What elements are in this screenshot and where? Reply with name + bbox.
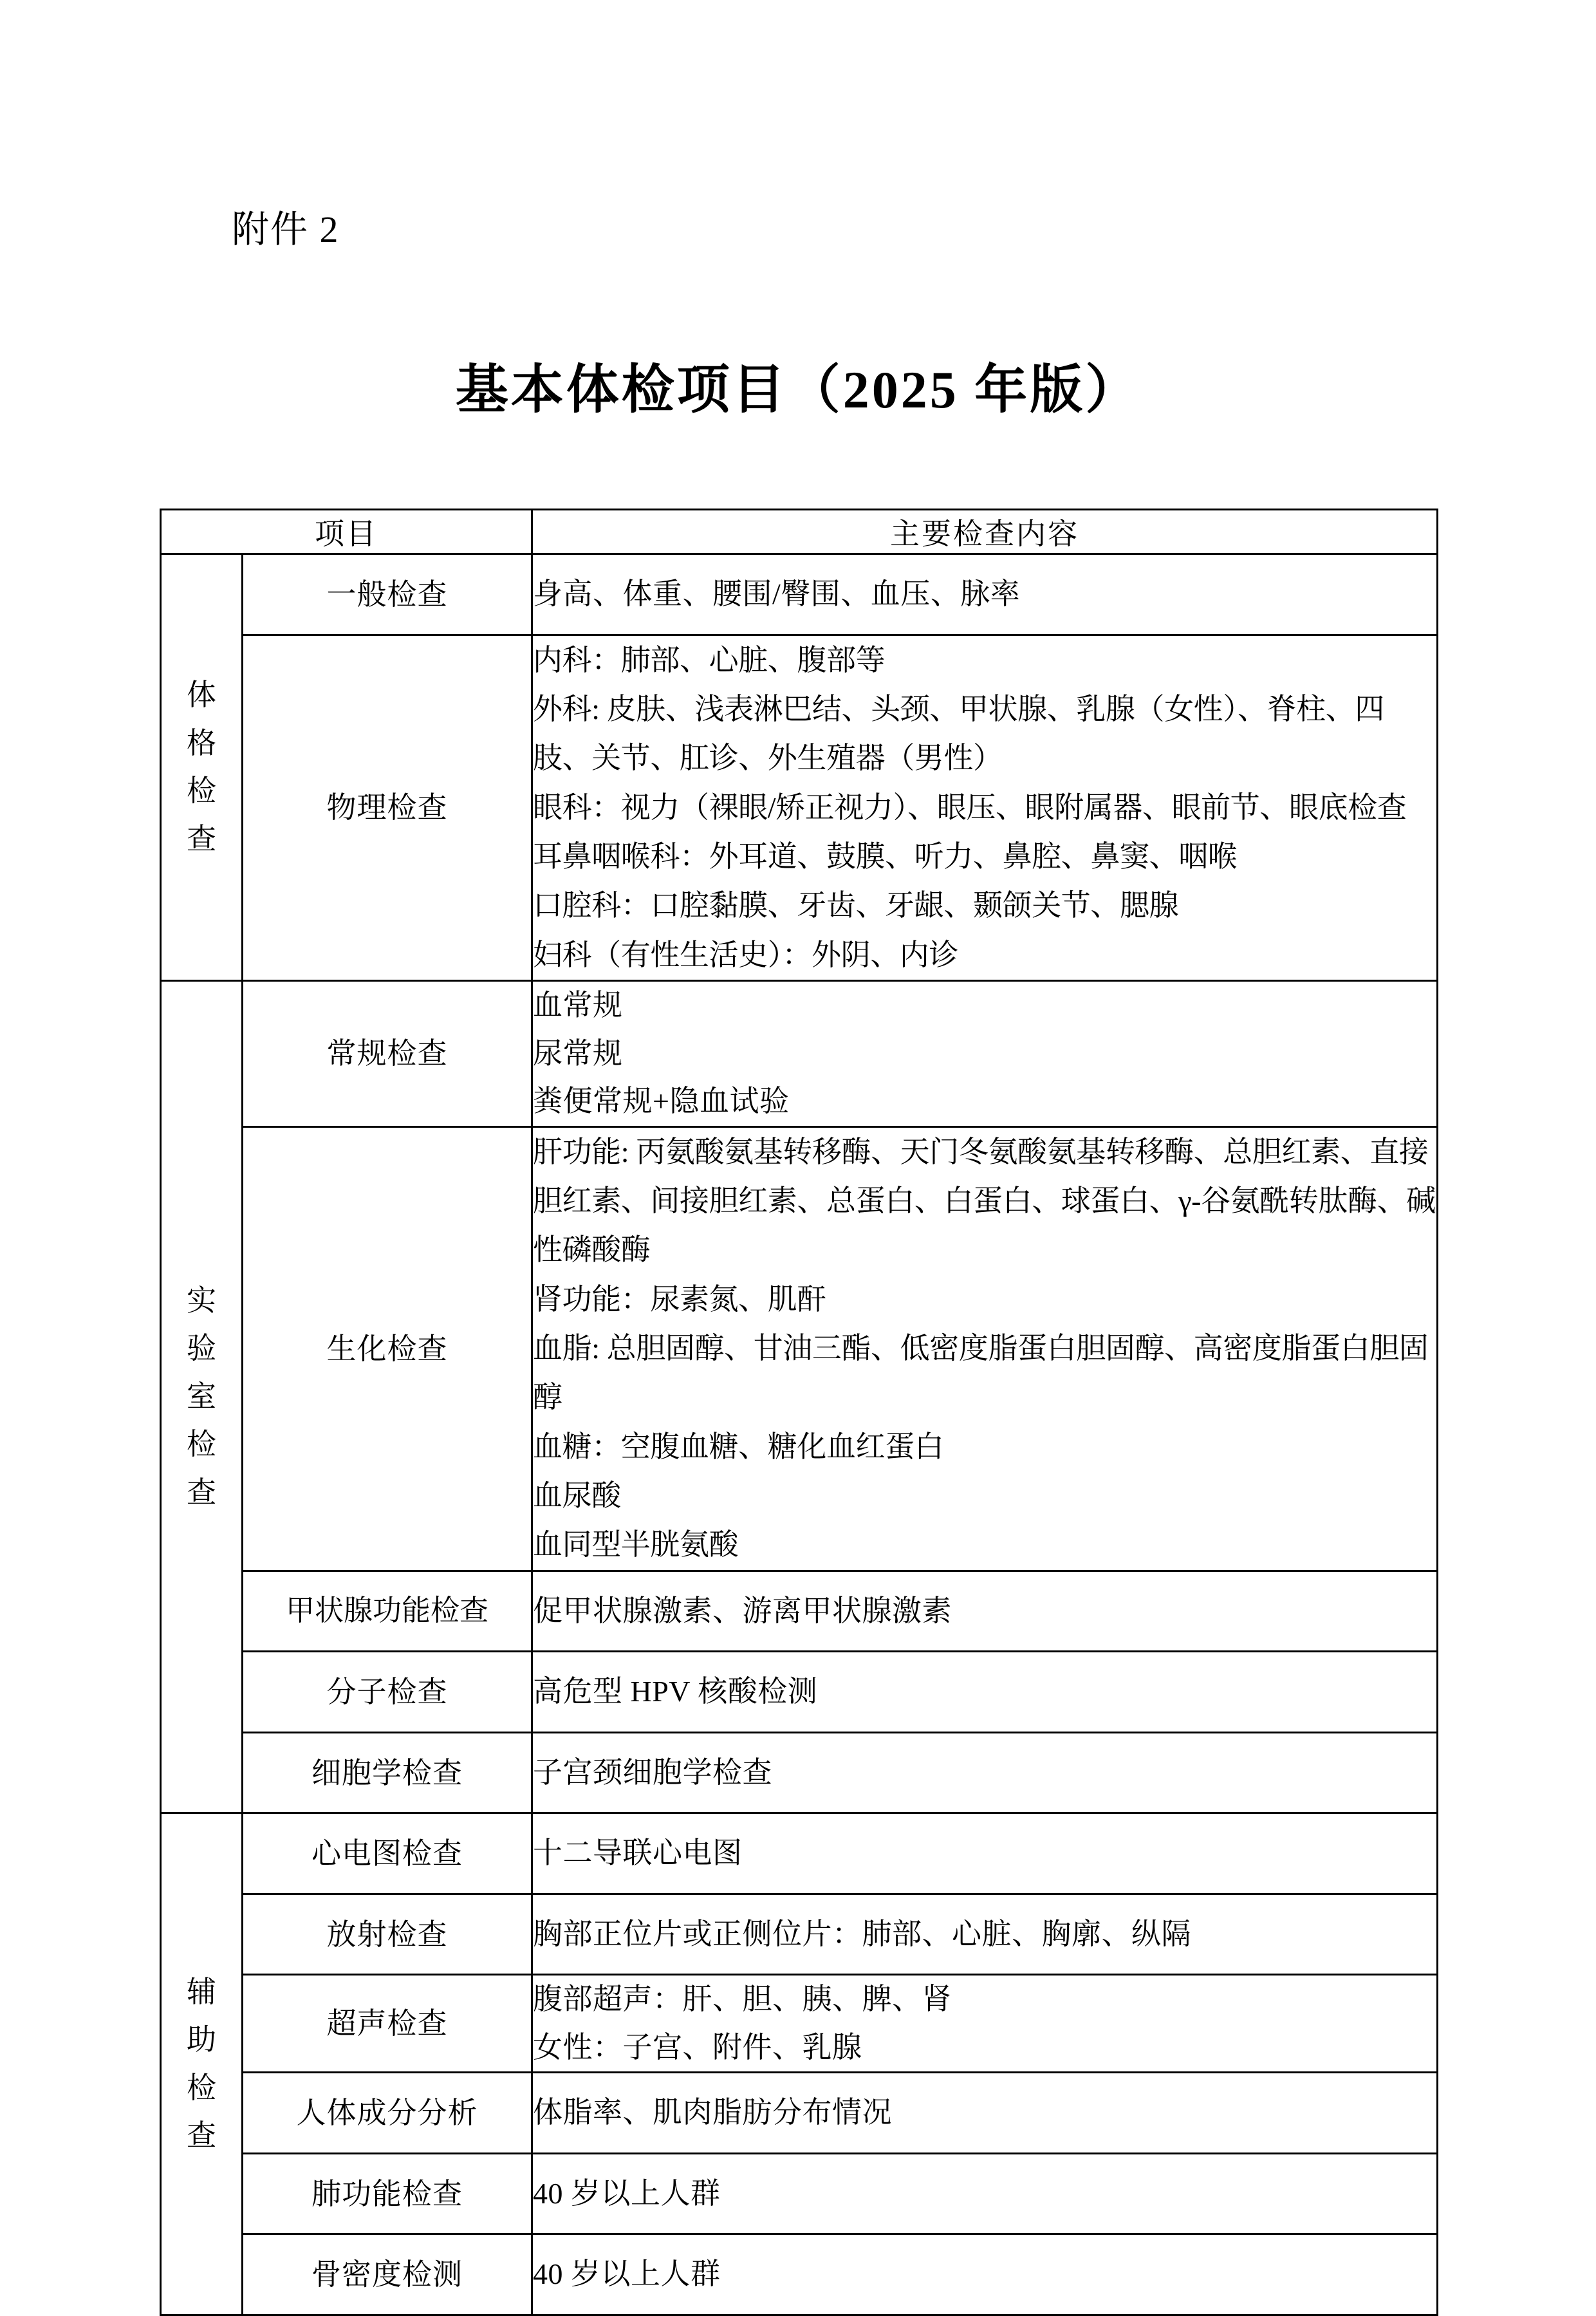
table-row [161, 1894, 1438, 1975]
table-row [161, 1126, 1438, 1571]
item-name-cell: 物理检查 [243, 635, 532, 981]
table-header-row [161, 510, 1438, 554]
table-row [161, 1813, 1438, 1894]
content-line: 高危型 HPV 核酸检测 [533, 1675, 818, 1708]
item-name-cell: 肺功能检查 [243, 2153, 532, 2234]
group-label-cell [161, 981, 243, 1813]
item-name-cell: 一般检查 [243, 554, 532, 635]
content-line: 体脂率、肌肉脂肪分布情况 [533, 2096, 892, 2129]
item-name-cell: 生化检查 [243, 1126, 532, 1571]
content-line: 血尿酸 [533, 1479, 621, 1513]
content-line: 子宫颈细胞学检查 [533, 1755, 772, 1789]
content-line: 眼科：视力（裸眼/矫正视力）、眼压、眼附属器、眼前节、眼底检查 [533, 790, 1407, 824]
item-name-cell: 放射检查 [243, 1894, 532, 1975]
content-line: 肝功能: 丙氨酸氨基转移酶、天门冬氨酸氨基转移酶、总胆红素、直接胆红素、间接胆红素、总蛋白、白蛋白、球蛋白、γ-谷氨酰转肽酶、碱性磷酸酶 [533, 1135, 1436, 1267]
content-line: 内科：肺部、心脏、腹部等 [533, 643, 886, 677]
table-row [161, 1652, 1438, 1733]
item-name-cell: 分子检查 [243, 1652, 532, 1733]
content-line: 40 岁以上人群 [533, 2257, 721, 2291]
item-content-cell [532, 1126, 1438, 1571]
table-row [161, 2153, 1438, 2234]
item-name-cell: 骨密度检测 [243, 2234, 532, 2315]
group-label-cell [161, 554, 243, 981]
item-name-cell: 甲状腺功能检查 [243, 1571, 532, 1652]
group-label: 辅助检查 [187, 1975, 216, 2153]
table-row [161, 635, 1438, 981]
item-content-cell [532, 554, 1438, 635]
content-line: 40 岁以上人群 [533, 2176, 721, 2210]
content-line: 粪便常规+隐血试验 [533, 1085, 790, 1118]
content-line: 口腔科：口腔黏膜、牙齿、牙龈、颞颌关节、腮腺 [533, 889, 1179, 922]
content-line: 外科: 皮肤、浅表淋巴结、头颈、甲状腺、乳腺（女性）、脊柱、四肢、关节、肛诊、外生殖器（男性） [533, 692, 1384, 775]
content-line: 尿常规 [533, 1036, 623, 1070]
content-line: 胸部正位片或正侧位片：肺部、心脏、胸廓、纵隔 [533, 1917, 1191, 1950]
content-line: 腹部超声：肝、胆、胰、脾、肾 [533, 1983, 952, 2016]
content-line: 女性：子宫、附件、乳腺 [533, 2030, 862, 2064]
table-row [161, 554, 1438, 635]
item-content-cell [532, 2153, 1438, 2234]
table-row [161, 1732, 1438, 1813]
item-content-cell [532, 1813, 1438, 1894]
content-line: 妇科（有性生活史）：外阴、内诊 [533, 938, 959, 971]
item-content-cell [532, 1975, 1438, 2073]
table-row [161, 1975, 1438, 2073]
item-name-cell: 心电图检查 [243, 1813, 532, 1894]
item-content-cell [532, 2234, 1438, 2315]
content-line: 十二导联心电图 [533, 1836, 743, 1870]
table-row [161, 1571, 1438, 1652]
group-label-cell [161, 1813, 243, 2315]
table-row [161, 2234, 1438, 2315]
item-content-cell [532, 1571, 1438, 1652]
content-line: 肾功能：尿素氮、肌酐 [533, 1282, 827, 1316]
content-line: 身高、体重、腰围/臀围、血压、脉率 [533, 577, 1021, 610]
column-header-content: 主要检查内容 [532, 510, 1438, 554]
column-header-item: 项目 [161, 510, 532, 554]
item-content-cell [532, 1894, 1438, 1975]
item-content-cell [532, 2073, 1438, 2154]
item-name-cell: 细胞学检查 [243, 1732, 532, 1813]
content-line: 血脂: 总胆固醇、甘油三酯、低密度脂蛋白胆固醇、高密度脂蛋白胆固醇 [533, 1332, 1429, 1414]
basic-exam-items-table [160, 509, 1438, 2316]
content-line: 促甲状腺激素、游离甲状腺激素 [533, 1594, 952, 1627]
table-body [161, 510, 1438, 2315]
item-name-cell: 常规检查 [243, 981, 532, 1127]
table-row [161, 2073, 1438, 2154]
item-content-cell [532, 981, 1438, 1127]
item-content-cell [532, 635, 1438, 981]
content-line: 血糖：空腹血糖、糖化血红蛋白 [533, 1430, 944, 1463]
group-label: 实验室检查 [187, 1284, 216, 1509]
attachment-label: 附件 2 [232, 209, 340, 250]
item-name-cell: 超声检查 [243, 1975, 532, 2073]
content-line: 血同型半胱氨酸 [533, 1528, 739, 1562]
exam-table-wrap [160, 509, 1436, 2316]
content-line: 血常规 [533, 989, 623, 1022]
page-title: 基本体检项目（2025 年版） [455, 360, 1141, 419]
item-name-cell: 人体成分分析 [243, 2073, 532, 2154]
item-content-cell [532, 1652, 1438, 1733]
content-line: 耳鼻咽喉科：外耳道、鼓膜、听力、鼻腔、鼻窦、咽喉 [533, 839, 1238, 873]
group-label: 体格检查 [187, 678, 216, 855]
table-row [161, 981, 1438, 1127]
item-content-cell [532, 1732, 1438, 1813]
